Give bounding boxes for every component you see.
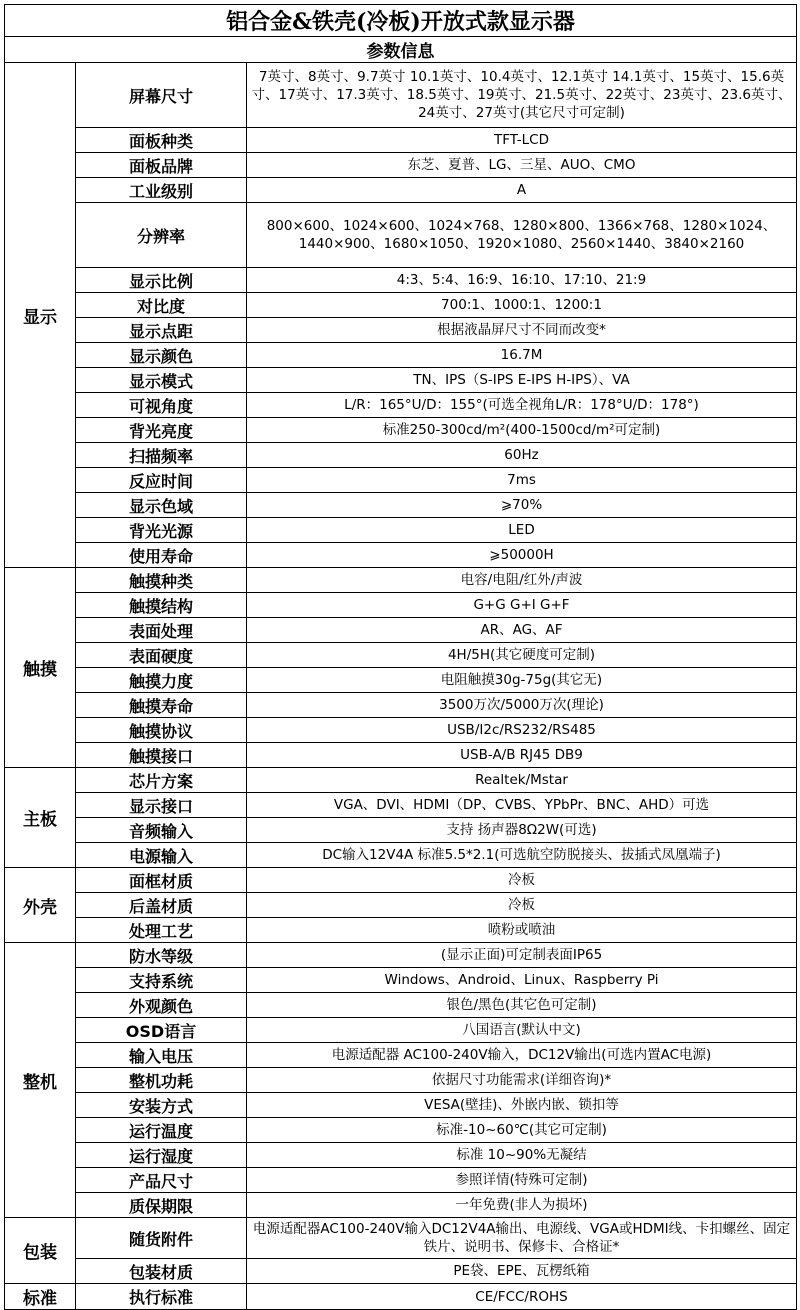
section-heading: 参数信息 <box>5 37 797 63</box>
table-row <box>5 843 797 868</box>
param-name: 芯片方案 <box>76 768 247 793</box>
param-name: 随货附件 <box>76 1218 247 1259</box>
param-name: 背光光源 <box>76 518 247 543</box>
param-value: 60Hz <box>247 443 797 468</box>
table-row <box>5 368 797 393</box>
param-name: 后盖材质 <box>76 893 247 918</box>
param-name: 显示比例 <box>76 268 247 293</box>
param-value: 银色/黑色(其它色可定制) <box>247 993 797 1018</box>
param-name: 面板种类 <box>76 128 247 153</box>
table-row <box>5 443 797 468</box>
param-value: Windows、Android、Linux、Raspberry Pi <box>247 968 797 993</box>
param-name: 分辨率 <box>76 203 247 268</box>
param-value: TFT-LCD <box>247 128 797 153</box>
param-value: 标准250-300cd/m²(400-1500cd/m²可定制) <box>247 418 797 443</box>
param-value: (显示正面)可定制表面IP65 <box>247 943 797 968</box>
param-value: 7ms <box>247 468 797 493</box>
table-row <box>5 1193 797 1218</box>
param-name: 包装材质 <box>76 1259 247 1284</box>
param-value: G+G G+I G+F <box>247 593 797 618</box>
table-row <box>5 318 797 343</box>
param-value: 电源适配器AC100-240V输入DC12V4A输出、电源线、VGA或HDMI线、卡扣螺丝、固定铁片、说明书、保修卡、合格证* <box>247 1218 797 1259</box>
param-value: PE袋、EPE、瓦楞纸箱 <box>247 1259 797 1284</box>
param-name: 触摸种类 <box>76 568 247 593</box>
param-value: A <box>247 178 797 203</box>
table-row <box>5 468 797 493</box>
table-row <box>5 593 797 618</box>
param-value: DC输入12V4A 标准5.5*2.1(可选航空防脱接头、拔插式凤凰端子) <box>247 843 797 868</box>
param-value: 根据液晶屏尺寸不同而改变* <box>247 318 797 343</box>
table-row <box>5 1218 797 1259</box>
param-name: 产品尺寸 <box>76 1168 247 1193</box>
table-row <box>5 918 797 943</box>
table-row <box>5 543 797 568</box>
param-name: 表面处理 <box>76 618 247 643</box>
param-value: 参照详情(特殊可定制) <box>247 1168 797 1193</box>
param-name: 面板品牌 <box>76 153 247 178</box>
param-value: 标准-10~60℃(其它可定制) <box>247 1118 797 1143</box>
param-name: 质保期限 <box>76 1193 247 1218</box>
param-value: 电容/电阻/红外/声波 <box>247 568 797 593</box>
table-row <box>5 1284 797 1310</box>
table-row <box>5 393 797 418</box>
param-name: 触摸接口 <box>76 743 247 768</box>
param-name: 面框材质 <box>76 868 247 893</box>
param-name: 可视角度 <box>76 393 247 418</box>
param-value: VESA(壁挂)、外嵌内嵌、锁扣等 <box>247 1093 797 1118</box>
table-row <box>5 968 797 993</box>
param-value: ⩾50000H <box>247 543 797 568</box>
param-name: 触摸结构 <box>76 593 247 618</box>
param-name: 表面硬度 <box>76 643 247 668</box>
param-value: 支持 扬声器8Ω2W(可选) <box>247 818 797 843</box>
category-cell: 外壳 <box>5 868 76 943</box>
param-name: OSD语言 <box>76 1018 247 1043</box>
param-name: 显示接口 <box>76 793 247 818</box>
param-name: 使用寿命 <box>76 543 247 568</box>
table-row <box>5 1093 797 1118</box>
page-title: 铝合金&铁壳(冷板)开放式款显示器 <box>5 5 797 37</box>
param-value: 4H/5H(其它硬度可定制) <box>247 643 797 668</box>
table-row <box>5 1043 797 1068</box>
category-cell: 标准 <box>5 1284 76 1310</box>
param-value: 3500万次/5000万次(理论) <box>247 693 797 718</box>
table-row <box>5 1018 797 1043</box>
category-cell: 整机 <box>5 943 76 1218</box>
table-row <box>5 768 797 793</box>
param-value: 电阻触摸30g-75g(其它无) <box>247 668 797 693</box>
category-cell: 显示 <box>5 63 76 568</box>
table-row <box>5 668 797 693</box>
table-row <box>5 1259 797 1284</box>
table-row <box>5 418 797 443</box>
table-row <box>5 1168 797 1193</box>
table-row <box>5 718 797 743</box>
param-name: 运行湿度 <box>76 1143 247 1168</box>
param-name: 触摸寿命 <box>76 693 247 718</box>
table-row <box>5 568 797 593</box>
param-value: LED <box>247 518 797 543</box>
category-cell: 主板 <box>5 768 76 868</box>
param-name: 触摸力度 <box>76 668 247 693</box>
table-row <box>5 818 797 843</box>
param-name: 工业级别 <box>76 178 247 203</box>
category-cell: 触摸 <box>5 568 76 768</box>
param-value: 4:3、5:4、16:9、16:10、17:10、21:9 <box>247 268 797 293</box>
table-row <box>5 743 797 768</box>
table-row <box>5 693 797 718</box>
param-name: 扫描频率 <box>76 443 247 468</box>
param-value: 电源适配器 AC100-240V输入，DC12V输出(可选内置AC电源) <box>247 1043 797 1068</box>
table-row <box>5 268 797 293</box>
param-name: 背光亮度 <box>76 418 247 443</box>
param-name: 显示色域 <box>76 493 247 518</box>
param-name: 输入电压 <box>76 1043 247 1068</box>
param-value: 7英寸、8英寸、9.7英寸 10.1英寸、10.4英寸、12.1英寸 14.1英寸、15英寸、15.6英寸、17英寸、17.3英寸、18.5英寸、19英寸、21.5英寸、22英寸、23英寸、23.6英寸、24英寸、27英寸(其它尺寸可定制) <box>247 63 797 128</box>
param-value: 东芝、夏普、LG、三星、AUO、CMO <box>247 153 797 178</box>
table-row <box>5 793 797 818</box>
param-value: AR、AG、AF <box>247 618 797 643</box>
param-name: 执行标准 <box>76 1284 247 1310</box>
param-value: USB/I2c/RS232/RS485 <box>247 718 797 743</box>
param-name: 防水等级 <box>76 943 247 968</box>
param-name: 反应时间 <box>76 468 247 493</box>
param-value: 喷粉或喷油 <box>247 918 797 943</box>
param-name: 显示颜色 <box>76 343 247 368</box>
table-row <box>5 1068 797 1093</box>
param-value: USB-A/B RJ45 DB9 <box>247 743 797 768</box>
param-name: 音频输入 <box>76 818 247 843</box>
param-value: CE/FCC/ROHS <box>247 1284 797 1310</box>
table-row <box>5 868 797 893</box>
table-row <box>5 128 797 153</box>
param-value: 八国语言(默认中文) <box>247 1018 797 1043</box>
table-row <box>5 643 797 668</box>
param-value: 依据尺寸功能需求(详细咨询)* <box>247 1068 797 1093</box>
param-value: 一年免费(非人为损坏) <box>247 1193 797 1218</box>
category-cell: 包装 <box>5 1218 76 1284</box>
param-value: 冷板 <box>247 893 797 918</box>
param-name: 整机功耗 <box>76 1068 247 1093</box>
table-row <box>5 943 797 968</box>
table-row <box>5 343 797 368</box>
table-row <box>5 618 797 643</box>
table-row <box>5 1143 797 1168</box>
param-name: 显示模式 <box>76 368 247 393</box>
param-value: ⩾70% <box>247 493 797 518</box>
param-name: 外观颜色 <box>76 993 247 1018</box>
param-name: 支持系统 <box>76 968 247 993</box>
param-name: 显示点距 <box>76 318 247 343</box>
table-row <box>5 893 797 918</box>
param-name: 屏幕尺寸 <box>76 63 247 128</box>
table-row <box>5 153 797 178</box>
param-name: 运行温度 <box>76 1118 247 1143</box>
param-value: VGA、DVI、HDMI（DP、CVBS、YPbPr、BNC、AHD）可选 <box>247 793 797 818</box>
param-value: 标准 10~90%无凝结 <box>247 1143 797 1168</box>
spec-table <box>4 4 797 1310</box>
param-name: 电源输入 <box>76 843 247 868</box>
param-value: 16.7M <box>247 343 797 368</box>
table-row <box>5 518 797 543</box>
param-value: 700:1、1000:1、1200:1 <box>247 293 797 318</box>
table-row <box>5 293 797 318</box>
param-value: Realtek/Mstar <box>247 768 797 793</box>
table-row <box>5 493 797 518</box>
table-row <box>5 993 797 1018</box>
table-row <box>5 178 797 203</box>
param-name: 触摸协议 <box>76 718 247 743</box>
param-name: 对比度 <box>76 293 247 318</box>
table-row <box>5 63 797 128</box>
table-row <box>5 1118 797 1143</box>
param-name: 安装方式 <box>76 1093 247 1118</box>
param-value: 800×600、1024×600、1024×768、1280×800、1366×768、1280×1024、1440×900、1680×1050、1920×1080、2560×1440、3840×2160 <box>247 203 797 268</box>
param-name: 处理工艺 <box>76 918 247 943</box>
table-row <box>5 203 797 268</box>
param-value: 冷板 <box>247 868 797 893</box>
param-value: TN、IPS（S-IPS E-IPS H-IPS）、VA <box>247 368 797 393</box>
spec-sheet <box>4 4 796 1310</box>
param-value: L/R：165°U/D：155°(可选全视角L/R：178°U/D：178°) <box>247 393 797 418</box>
